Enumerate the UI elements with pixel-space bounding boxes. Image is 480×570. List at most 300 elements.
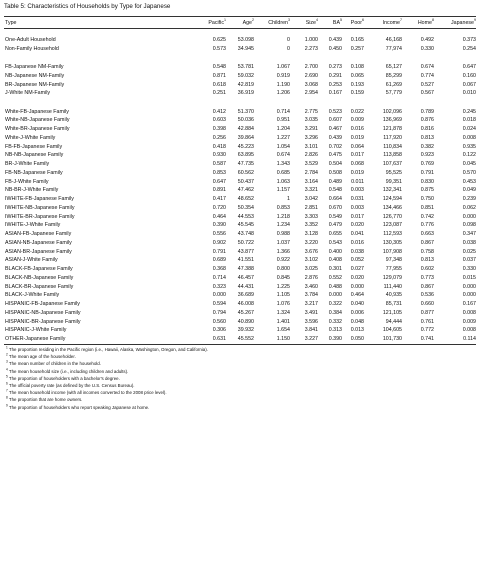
table-caption: Table 5: Characteristics of Households by Type for Japanese <box>4 3 171 10</box>
table-cell: 61,269 <box>385 81 402 88</box>
table-cell: 44.553 <box>237 213 254 220</box>
column-header <box>226 17 254 29</box>
table-cell: 0.618 <box>212 81 226 88</box>
table-row <box>4 283 476 292</box>
footnote <box>4 353 476 360</box>
table-cell: 0.165 <box>350 37 364 43</box>
table-cell: 0.877 <box>420 309 434 316</box>
table-row <box>4 89 476 98</box>
table-cell: 47.735 <box>237 161 254 168</box>
table-cell: 1.234 <box>276 222 290 229</box>
table-cell: 1.654 <box>276 327 290 334</box>
table-cell: 0.556 <box>212 231 226 238</box>
table-cell: 0.000 <box>328 292 342 299</box>
table-cell: 0.038 <box>350 248 364 255</box>
table-cell: 1 <box>287 196 290 203</box>
footnote-marker: 3 <box>288 17 290 22</box>
table-cell: 0.040 <box>350 301 364 308</box>
table-cell: 0.330 <box>420 45 434 52</box>
table-cell: 0.009 <box>462 318 476 325</box>
table-cell: 124,594 <box>382 196 402 203</box>
table-cell: 0.774 <box>420 72 434 79</box>
table-cell: 0.024 <box>462 126 476 133</box>
table-cell: 3.101 <box>304 143 318 150</box>
table-cell: 0.845 <box>276 274 290 281</box>
table-cell: 117,920 <box>383 134 402 141</box>
table-cell: 0.038 <box>462 239 476 246</box>
table-cell: 102,096 <box>382 108 402 115</box>
table-row <box>4 178 476 187</box>
table-cell: 0.016 <box>350 239 364 246</box>
table-cell: 110,834 <box>383 143 402 150</box>
table-cell: 0.049 <box>462 187 476 194</box>
table-cell: 0.789 <box>420 108 434 115</box>
table-cell: 0.570 <box>462 169 476 176</box>
table-cell: 0.660 <box>420 301 434 308</box>
table-row <box>4 108 476 117</box>
table-cell: 60.562 <box>237 169 254 176</box>
table-cell: 0.919 <box>276 72 290 79</box>
column-header-label: BA <box>332 19 340 26</box>
household-type-cell: White-FB-Japanese Family <box>5 108 69 115</box>
table-cell: 1.401 <box>276 318 290 325</box>
table-row <box>4 151 476 160</box>
table-row <box>4 160 476 169</box>
table-cell: 0.347 <box>462 231 476 238</box>
table-cell: 0.602 <box>420 266 434 273</box>
table-cell: 1.225 <box>276 283 290 290</box>
table-cell: 0.923 <box>420 152 434 159</box>
table-cell: 2.954 <box>304 90 318 97</box>
table-row <box>4 274 476 283</box>
table-cell: 0.003 <box>350 204 364 211</box>
table-cell: 0.330 <box>462 266 476 273</box>
table-cell: 0.000 <box>462 292 476 299</box>
household-type-cell: FB-FB-Japanese Family <box>5 143 63 150</box>
table-cell: 0.000 <box>350 283 364 290</box>
table-cell: 59.032 <box>237 72 254 79</box>
table-cell: 0.488 <box>328 283 342 290</box>
table-cell: 0.791 <box>420 169 434 176</box>
table-cell: 1.157 <box>276 187 290 194</box>
table-cell: 0.504 <box>328 161 342 168</box>
table-cell: 0.020 <box>350 222 364 229</box>
table-cell: 0.816 <box>420 126 434 133</box>
table-cell: 0.017 <box>350 213 364 220</box>
footnote-marker: 7 <box>400 17 402 22</box>
table-cell: 3.676 <box>304 248 318 255</box>
table-cell: 107,908 <box>382 248 402 255</box>
table-cell: 0.776 <box>420 222 434 229</box>
table-cell: 0.587 <box>212 161 226 168</box>
table-cell: 45.267 <box>237 309 254 316</box>
column-header <box>342 17 364 29</box>
household-type-cell: IWHITE-FB-Japanese Family <box>5 196 74 203</box>
table-cell: 0.573 <box>212 45 226 52</box>
table-cell: 50.036 <box>237 117 254 124</box>
household-type-cell: ASIAN-BR-Japanese Family <box>5 248 72 255</box>
table-cell: 0.408 <box>328 257 342 264</box>
table-cell: 0.273 <box>328 64 342 71</box>
column-header <box>364 17 402 29</box>
table-cell: 3.784 <box>304 292 318 299</box>
table-row <box>4 291 476 300</box>
table-cell: 3.025 <box>304 266 318 273</box>
table-cell: 0.674 <box>420 64 434 71</box>
column-header-label: Income <box>382 19 400 26</box>
table-cell: 36.919 <box>237 90 254 97</box>
table-row <box>4 221 476 230</box>
column-header <box>434 17 476 29</box>
table-cell: 0.664 <box>328 196 342 203</box>
column-header-label: Size <box>305 19 316 26</box>
table-cell: 0.098 <box>462 222 476 229</box>
table-cell: 0.607 <box>328 117 342 124</box>
table-cell: 3.217 <box>304 301 318 308</box>
footnote-marker: 8 <box>6 395 8 400</box>
table-cell: 0.689 <box>212 257 226 264</box>
footnote <box>4 368 476 375</box>
table-cell: 0.772 <box>420 327 434 334</box>
household-type-cell: FB-NB-Japanese Family <box>5 169 63 176</box>
column-header-label: Children <box>268 19 288 26</box>
table-cell: 0.064 <box>350 143 364 150</box>
table-cell: 0.674 <box>276 152 290 159</box>
table-row <box>4 45 476 54</box>
table-cell: 1.324 <box>276 309 290 316</box>
table-cell: 0.464 <box>350 292 364 299</box>
table-cell: 0.254 <box>462 45 476 52</box>
table-cell: 0.548 <box>212 64 226 71</box>
table-cell: 112,593 <box>383 231 402 238</box>
table-cell: 43.748 <box>237 231 254 238</box>
table-cell: 0.301 <box>328 266 342 273</box>
table-cell: 0.239 <box>462 196 476 203</box>
table-cell: 0.439 <box>328 37 342 43</box>
table-row <box>4 63 476 72</box>
footnote <box>4 389 476 396</box>
column-header <box>318 17 342 29</box>
table-cell: 95,525 <box>385 169 402 176</box>
table-cell: 0.548 <box>328 187 342 194</box>
table-cell: 1.037 <box>276 239 290 246</box>
table-cell: 0.714 <box>212 274 226 281</box>
table-cell: 0.830 <box>420 178 434 185</box>
table-cell: 0 <box>287 37 290 43</box>
table-cell: 0.594 <box>212 301 226 308</box>
footnote-marker: 9 <box>474 17 476 22</box>
table-cell: 0.625 <box>212 37 226 43</box>
table-cell: 50.437 <box>237 178 254 185</box>
table-cell: 50.722 <box>237 239 254 246</box>
table-cell: 0.031 <box>350 196 364 203</box>
table-cell: 132,341 <box>382 187 402 194</box>
footnote-text: The mean number of children in the household. <box>8 361 101 367</box>
footnote-marker: 8 <box>432 17 434 22</box>
table-cell: 42.819 <box>237 81 254 88</box>
table-cell: 3.596 <box>304 318 318 325</box>
table-cell: 0.400 <box>328 248 342 255</box>
table-cell: 0.322 <box>328 301 342 308</box>
table-cell: 0.306 <box>212 327 226 334</box>
footnote-marker: 3 <box>6 359 8 364</box>
table-cell: 0.647 <box>212 178 226 185</box>
table-cell: 0.761 <box>420 318 434 325</box>
table-row <box>4 248 476 257</box>
table-cell: 0.935 <box>462 143 476 150</box>
table-cell: 0.876 <box>420 117 434 124</box>
table-cell: 0.065 <box>350 72 364 79</box>
table-cell: 0.523 <box>328 108 342 115</box>
table-cell: 2.851 <box>304 204 318 211</box>
table-cell: 0.003 <box>350 187 364 194</box>
table-cell: 0.670 <box>328 204 342 211</box>
household-type-cell: One-Adult Household <box>5 37 56 43</box>
table-cell: 126,770 <box>382 213 402 220</box>
table-cell: 0.052 <box>350 257 364 264</box>
table-cell: 0.251 <box>212 90 226 97</box>
table-cell: 0 <box>287 45 290 52</box>
table-cell: 0.714 <box>276 108 290 115</box>
table-cell: 0.009 <box>350 117 364 124</box>
table-cell: 1.190 <box>276 81 290 88</box>
table-cell: 85,731 <box>385 301 402 308</box>
table-cell: 0.067 <box>462 81 476 88</box>
table-cell: 50.354 <box>237 204 254 211</box>
footnote-marker: 9 <box>6 403 8 408</box>
table-cell: 0.791 <box>212 248 226 255</box>
column-header-label: Type <box>5 19 17 26</box>
footnote-text: The proportion of householders who report speaking Japanese at home. <box>8 404 150 410</box>
household-type-cell: White-NB-Japanese Family <box>5 117 70 124</box>
table-cell: 46,168 <box>385 37 402 43</box>
table-cell: 0.313 <box>328 327 342 334</box>
table-cell: 77,974 <box>385 45 402 52</box>
table-cell: 0.655 <box>328 231 342 238</box>
footnote-marker: 5 <box>6 374 8 379</box>
table-cell: 3.035 <box>304 117 318 124</box>
household-type-cell: NB-BR-J-White Family <box>5 187 59 194</box>
household-type-cell: HISPANIC-BR-Japanese Family <box>5 318 81 325</box>
footnote-marker: 1 <box>224 17 226 22</box>
table-cell: 0.508 <box>328 169 342 176</box>
household-type-cell: BLACK-J-White Family <box>5 292 60 299</box>
household-type-cell: HISPANIC-J-White Family <box>5 327 67 334</box>
table-row <box>4 169 476 178</box>
table-cell: 0.041 <box>350 231 364 238</box>
table-cell: 0.853 <box>276 204 290 211</box>
table-cell: 0.160 <box>462 72 476 79</box>
table-cell: 0.467 <box>328 126 342 133</box>
table-cell: 0.492 <box>420 37 434 43</box>
table-cell: 0.489 <box>328 178 342 185</box>
table-cell: 63.895 <box>237 152 254 159</box>
table-cell: 0.813 <box>420 257 434 264</box>
table-cell: 3.321 <box>304 187 318 194</box>
table-row <box>4 300 476 309</box>
household-type-cell: BLACK-BR-Japanese Family <box>5 283 74 290</box>
table-cell: 0.412 <box>212 108 226 115</box>
households-table <box>4 16 476 345</box>
household-type-cell: HISPANIC-FB-Japanese Family <box>5 301 80 308</box>
column-header <box>290 17 318 29</box>
footnote <box>4 360 476 367</box>
table-cell: 1.366 <box>276 248 290 255</box>
household-type-cell: NB-Japanese NM-Family <box>5 72 65 79</box>
table-cell: 1.067 <box>276 64 290 71</box>
table-cell: 3.291 <box>304 126 318 133</box>
table-cell: 2.700 <box>304 64 318 71</box>
footnote-marker: 6 <box>362 17 364 22</box>
table-cell: 0.552 <box>328 274 342 281</box>
table-cell: 45.552 <box>226 335 254 344</box>
table-cell: 45.223 <box>237 143 254 150</box>
table-cell: 57,779 <box>385 90 402 97</box>
footnotes <box>4 346 476 411</box>
table-cell: 129,079 <box>382 274 402 281</box>
table-cell: 0.647 <box>462 64 476 71</box>
table-cell: 0.006 <box>350 309 364 316</box>
table-cell: 2.826 <box>304 152 318 159</box>
table-cell: 3.529 <box>304 161 318 168</box>
table-cell: 0.398 <box>212 126 226 133</box>
table-cell: 0.390 <box>212 222 226 229</box>
household-type-cell: BLACK-NB-Japanese Family <box>5 274 74 281</box>
table-cell: 97,348 <box>385 257 402 264</box>
table-cell: 94,444 <box>385 318 402 325</box>
group-spacer <box>4 29 476 37</box>
table-cell: 0.048 <box>350 318 364 325</box>
table-cell: 0.193 <box>350 81 364 88</box>
table-cell: 0.045 <box>462 161 476 168</box>
household-type-cell: FB-Japanese NM-Family <box>5 64 64 71</box>
table-cell: 0.291 <box>328 72 342 79</box>
table-cell: 0.702 <box>328 143 342 150</box>
table-cell: 0.875 <box>420 187 434 194</box>
footnote-text: The proportion of householders with a bachelor's degree. <box>8 375 120 381</box>
table-cell: 3.128 <box>304 231 318 238</box>
household-type-cell: IWHITE-J-White Family <box>5 222 61 229</box>
table-cell: 1.105 <box>276 292 290 299</box>
footnote-marker: 1 <box>6 345 8 350</box>
table-row <box>4 204 476 213</box>
table-cell: 0.390 <box>318 335 342 344</box>
table-cell: 2.876 <box>304 274 318 281</box>
table-cell: 0.368 <box>212 266 226 273</box>
table-cell: 0.902 <box>212 239 226 246</box>
table-cell: 123,087 <box>382 222 402 229</box>
table-cell: 0.018 <box>462 117 476 124</box>
table-cell: 0.560 <box>212 318 226 325</box>
table-cell: 46.457 <box>237 274 254 281</box>
table-cell: 134,466 <box>382 204 402 211</box>
table-cell: 0.016 <box>350 126 364 133</box>
table-row <box>4 265 476 274</box>
table-cell: 130,305 <box>382 239 402 246</box>
table-cell: 0.025 <box>462 248 476 255</box>
table-cell: 0.750 <box>420 196 434 203</box>
table-cell: 0.114 <box>434 335 476 344</box>
footnote <box>4 404 476 411</box>
table-cell: 0.382 <box>420 143 434 150</box>
table-cell: 0.000 <box>462 213 476 220</box>
table-cell: 0.631 <box>194 335 226 344</box>
household-type-cell: FB-J-White Family <box>5 178 49 185</box>
group-spacer <box>4 98 476 108</box>
household-type-cell: ASIAN-J-White Family <box>5 257 58 264</box>
table-cell: 77,955 <box>385 266 402 273</box>
table-cell: 2.273 <box>304 45 318 52</box>
column-header <box>402 17 434 29</box>
table-cell: 0.020 <box>350 274 364 281</box>
table-row <box>4 134 476 143</box>
household-type-cell: HISPANIC-NB-Japanese Family <box>5 309 81 316</box>
table-cell: 0.741 <box>402 335 434 344</box>
table-cell: 2.690 <box>304 72 318 79</box>
table-cell: 0.475 <box>328 152 342 159</box>
footnote-marker: 2 <box>252 17 254 22</box>
table-cell: 1.343 <box>276 161 290 168</box>
table-cell: 1.204 <box>276 126 290 133</box>
table-cell: 3.841 <box>304 327 318 334</box>
footnote-marker: 4 <box>6 367 8 372</box>
column-header-label: Home <box>417 19 432 26</box>
household-type-cell: White-J-White Family <box>5 134 56 141</box>
footnote-marker: 5 <box>340 17 342 22</box>
table-cell: 0.773 <box>420 274 434 281</box>
household-type-cell: BR-Japanese NM-Family <box>5 81 65 88</box>
footnote-marker: 4 <box>316 17 318 22</box>
spacer-cell <box>4 54 476 64</box>
table-cell: 0.257 <box>350 45 364 52</box>
table-cell: 0.159 <box>350 90 364 97</box>
table-cell: 47.462 <box>237 187 254 194</box>
table-cell: 39.932 <box>237 327 254 334</box>
table-cell: 3.460 <box>304 283 318 290</box>
table-cell: 0.813 <box>420 134 434 141</box>
table-cell: 0.418 <box>212 143 226 150</box>
table-cell: 0.720 <box>212 204 226 211</box>
table-cell: 0.384 <box>328 309 342 316</box>
table-cell: 0.543 <box>328 239 342 246</box>
table-cell: 41.551 <box>237 257 254 264</box>
column-header-label: Japanese <box>451 19 474 26</box>
table-cell: 0.256 <box>212 134 226 141</box>
table-cell: 0.167 <box>462 301 476 308</box>
table-cell: 0.922 <box>276 257 290 264</box>
table-cell: 0.050 <box>342 335 364 344</box>
table-cell: 0.685 <box>276 169 290 176</box>
table-cell: 0.253 <box>328 81 342 88</box>
table-row <box>4 318 476 327</box>
household-type-cell: ASIAN-FB-Japanese Family <box>5 231 72 238</box>
table-cell: 3.102 <box>304 257 318 264</box>
table-figure <box>4 2 476 411</box>
household-type-cell: J-White NM-Family <box>5 90 51 97</box>
table-cell: 2.784 <box>304 169 318 176</box>
table-cell: 0.464 <box>212 213 226 220</box>
footnote-marker: 7 <box>6 388 8 393</box>
spacer-cell <box>4 29 476 37</box>
table-row <box>4 186 476 195</box>
table-cell: 0.439 <box>328 134 342 141</box>
table-cell: 0.122 <box>462 152 476 159</box>
table-cell: 121,878 <box>382 126 402 133</box>
table-cell: 0.000 <box>212 292 226 299</box>
footnote-text: The mean household size (i.e., including children and adults). <box>8 368 129 374</box>
household-type-cell: BR-J-White Family <box>5 161 50 168</box>
table-cell: 111,440 <box>383 283 402 290</box>
